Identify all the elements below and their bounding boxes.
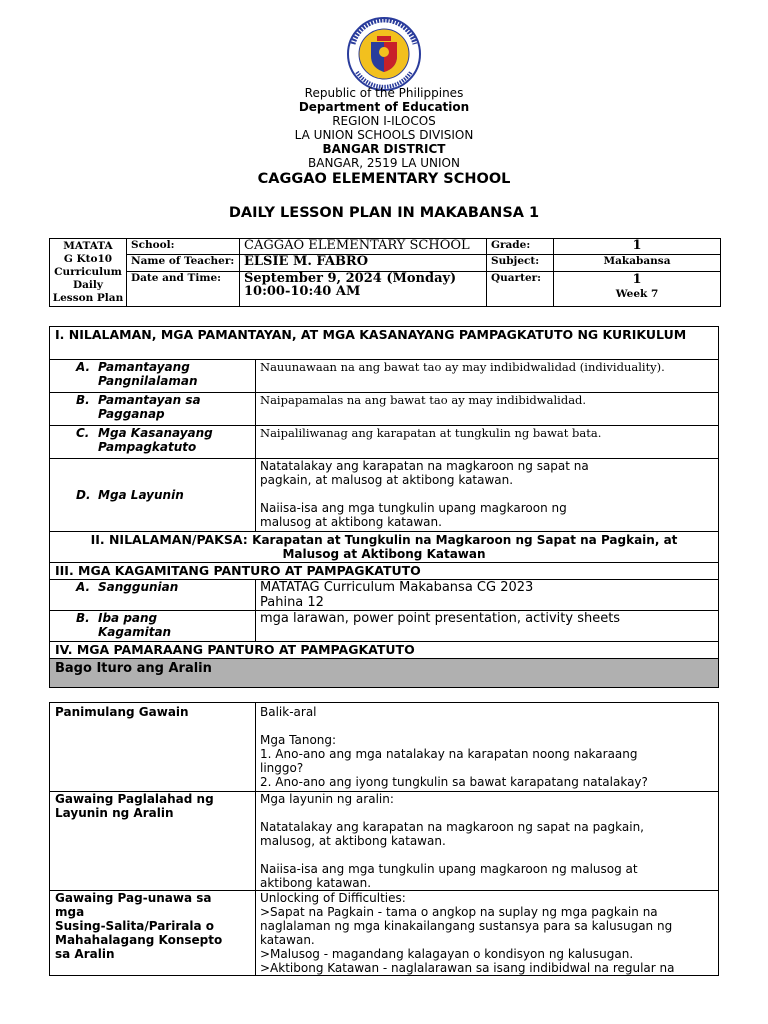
activity-line: Unlocking of Difficulties:: [260, 891, 406, 905]
quarter-value: [554, 271, 721, 306]
side-label-line: Daily: [73, 279, 103, 291]
topic-line: Malusog at Aktibong Katawan: [282, 547, 486, 561]
label-line: Pagganap: [98, 407, 165, 421]
objective-line: Naiisa-isa ang mga tungkulin upang magkaroon ng: [260, 501, 567, 515]
performance-standard-value: Naipapamalas na ang bawat tao ay may indibidwalidad.: [256, 393, 719, 426]
objective-line: pagkain, at malusog at aktibong katawan.: [260, 473, 514, 487]
grade-value: 1: [554, 239, 721, 255]
objective-line: malusog at aktibong katawan.: [260, 515, 442, 529]
department-line: Department of Education: [298, 100, 470, 114]
label-line: Pampagkatuto: [98, 440, 197, 454]
school-name-heading: CAGGAO ELEMENTARY SCHOOL: [257, 171, 511, 187]
before-lesson-bar: Bago Ituro ang Aralin: [50, 659, 719, 688]
side-label-line: G Kto10: [63, 253, 113, 265]
label-line: Iba pang: [98, 611, 158, 625]
week-value: Week 7: [615, 287, 659, 300]
key-concepts-value: [256, 891, 719, 976]
key-concepts-label: [50, 891, 256, 976]
activity-line: malusog, at aktibong katawan.: [260, 834, 446, 848]
activity-line: Mga layunin ng aralin:: [260, 792, 394, 806]
objectives-label: [50, 459, 256, 532]
region-line: REGION I-ILOCOS: [332, 114, 436, 128]
objective-presentation-label: [50, 792, 256, 891]
label-line: Pamantayan sa: [98, 393, 201, 407]
label-line: Gawaing Pag-unawa sa: [55, 891, 212, 905]
section-3-title: III. MGA KAGAMITANG PANTURO AT PAMPAGKATUTO: [50, 563, 719, 580]
content-standard-value: Nauunawaan na ang bawat tao ay may indibidwalidad (individuality).: [256, 360, 719, 393]
subject-value: Makabansa: [554, 255, 721, 271]
label-line: Susing-Salita/Parirala o: [55, 919, 214, 933]
objective-line: Natatalakay ang karapatan na magkaroon ng sapat na: [260, 459, 589, 473]
address-line: BANGAR, 2519 LA UNION: [308, 156, 460, 170]
school-value: CAGGAO ELEMENTARY SCHOOL: [240, 239, 487, 255]
side-label-line: Curriculum: [54, 266, 122, 278]
side-label-line: Lesson Plan: [52, 292, 124, 304]
quarter-number: 1: [632, 271, 642, 287]
deped-seal-logo: [339, 14, 429, 94]
label-line: mga: [55, 905, 85, 919]
lesson-plan-title: DAILY LESSON PLAN IN MAKABANSA 1: [228, 205, 540, 221]
grade-label: Grade:: [487, 239, 554, 255]
time-line: 10:00-10:40 AM: [244, 283, 361, 299]
label-line: Mga Layunin: [98, 488, 184, 502]
section-4-title: IV. MGA PAMARAANG PANTURO AT PAMPAGKATUTO: [50, 642, 719, 659]
label-line: Sanggunian: [98, 580, 179, 594]
lesson-info-table: [49, 238, 721, 307]
activity-line: Naiisa-isa ang mga tungkulin upang magkaroon ng malusog at: [260, 862, 638, 876]
date-value: [240, 271, 487, 306]
intro-activity-value: [256, 703, 719, 792]
activity-line: Balik-aral: [260, 705, 317, 719]
activity-line: katawan.: [260, 933, 315, 947]
date-label: Date and Time:: [127, 271, 240, 306]
school-label: School:: [127, 239, 240, 255]
reference-line: Pahina 12: [260, 595, 324, 610]
other-materials-value: mga larawan, power point presentation, activity sheets: [256, 611, 719, 642]
district-line: BANGAR DISTRICT: [322, 142, 446, 156]
activity-line: 1. Ano-ano ang mga natalakay na karapatan noong nakaraang: [260, 747, 638, 761]
label-line: Mga Kasanayang: [98, 426, 213, 440]
objective-presentation-value: [256, 792, 719, 891]
label-line: sa Aralin: [55, 947, 115, 961]
activity-line: linggo?: [260, 761, 304, 775]
reference-line: MATATAG Curriculum Makabansa CG 2023: [260, 580, 534, 595]
competencies-value: Naipaliliwanag ang karapatan at tungkulin ng bawat bata.: [256, 426, 719, 459]
content-standard-label: [50, 360, 256, 393]
side-label-line: MATATA: [63, 240, 113, 252]
date-line: September 9, 2024 (Monday): [244, 270, 457, 286]
quarter-label: Quarter:: [487, 271, 554, 306]
label-line: Layunin ng Aralin: [55, 806, 174, 820]
objectives-value: [256, 459, 719, 532]
section-2-label: II. NILALAMAN/PAKSA:: [90, 532, 248, 547]
other-materials-label: [50, 611, 256, 642]
reference-value: [256, 580, 719, 611]
subject-label: Subject:: [487, 255, 554, 271]
division-line: LA UNION SCHOOLS DIVISION: [294, 128, 474, 142]
teacher-label: Name of Teacher:: [127, 255, 240, 271]
activities-table: [49, 702, 719, 976]
competencies-label: [50, 426, 256, 459]
activity-line: 2. Ano-ano ang iyong tungkulin sa bawat karapatang natalakay?: [260, 775, 648, 789]
activity-line: >Aktibong Katawan - naglalarawan sa isang indibidwal na regular na: [260, 961, 675, 975]
section-1-title: I. NILALAMAN, MGA PAMANTAYAN, AT MGA KASANAYANG PAMPAGKATUTO NG KURIKULUM: [50, 327, 719, 360]
label-line: Mahahalagang Konsepto: [55, 933, 223, 947]
section-2-topic: [50, 532, 719, 563]
activity-line: Natatalakay ang karapatan na magkaroon ng sapat na pagkain,: [260, 820, 644, 834]
item-letter: B.: [76, 611, 90, 625]
activity-line: naglalaman ng mga kinakailangang sustansya para sa kalusugan ng: [260, 919, 673, 933]
curriculum-table: [49, 326, 719, 688]
reference-label: [50, 580, 256, 611]
label-line: Kagamitan: [98, 625, 172, 639]
activity-line: >Malusog - magandang kalagayan o kondisyon ng kalusugan.: [260, 947, 634, 961]
performance-standard-label: [50, 393, 256, 426]
teacher-value: ELSIE M. FABRO: [240, 255, 487, 271]
item-letter: D.: [76, 488, 91, 502]
activity-line: >Sapat na Pagkain - tama o angkop na suplay ng mga pagkain na: [260, 905, 658, 919]
label-line: Pamantayang: [98, 360, 190, 374]
item-letter: A.: [76, 360, 91, 374]
item-letter: A.: [76, 580, 91, 594]
item-letter: C.: [76, 426, 90, 440]
activity-line: Mga Tanong:: [260, 733, 337, 747]
item-letter: B.: [76, 393, 90, 407]
curriculum-side-label: [50, 239, 127, 307]
label-line: Pangnilalaman: [98, 374, 198, 388]
country-line: Republic of the Philippines: [304, 86, 464, 100]
activity-line: aktibong katawan.: [260, 876, 372, 890]
topic-line: Karapatan at Tungkulin na Magkaroon ng Sapat na Pagkain, at: [252, 533, 678, 547]
label-line: Gawaing Paglalahad ng: [55, 792, 214, 806]
intro-activity-label: Panimulang Gawain: [50, 703, 256, 792]
